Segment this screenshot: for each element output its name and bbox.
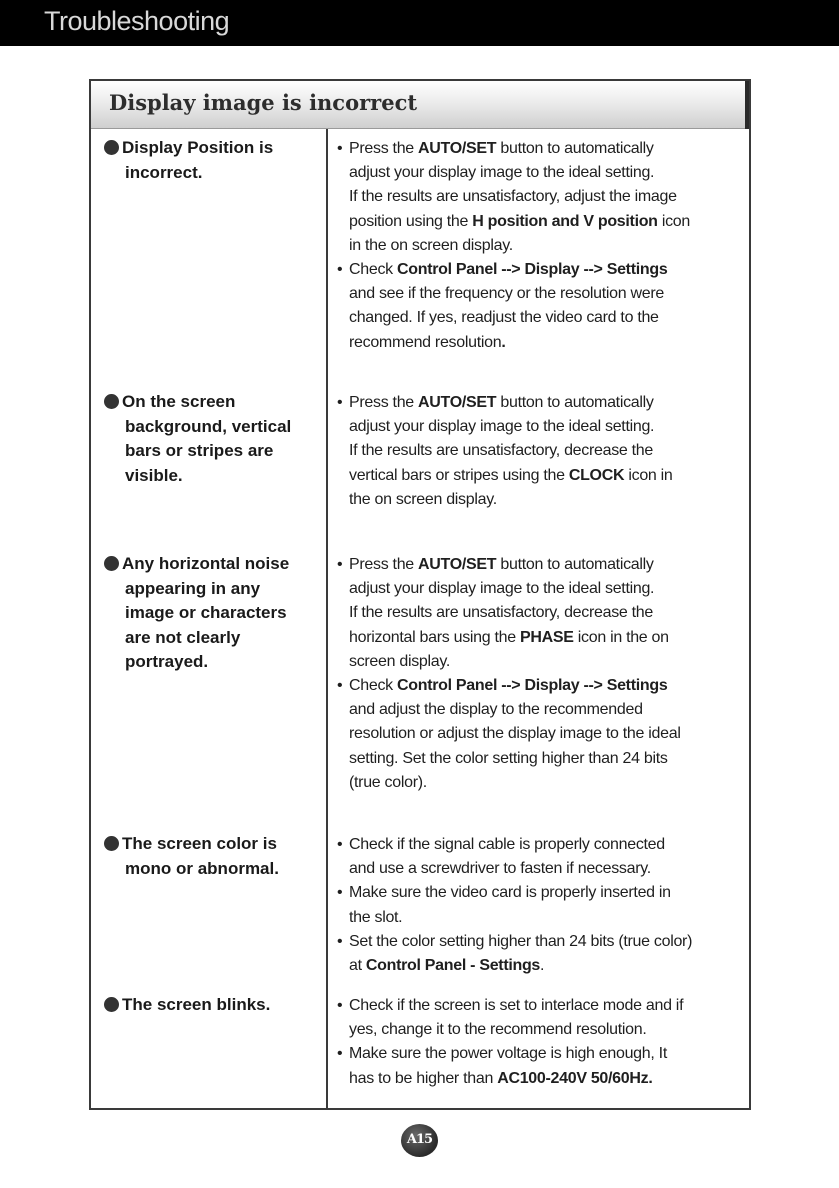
section-header — [91, 81, 749, 129]
solution-line — [349, 488, 737, 512]
emphasis-text: AUTO/SET — [418, 556, 497, 573]
solution-line — [349, 210, 737, 234]
solution-item — [337, 258, 737, 355]
solution-line — [349, 185, 737, 209]
solution-text: and use a screwdriver to fasten if necessary. — [349, 860, 651, 878]
solution-item — [337, 553, 737, 674]
emphasis-text: AUTO/SET — [418, 140, 497, 157]
solution-line — [349, 674, 737, 698]
bullet-icon: • — [337, 884, 343, 902]
solution-text: yes, change it to the recommend resolution. — [349, 1021, 647, 1039]
solution-line — [349, 282, 737, 306]
solution-line — [349, 747, 737, 771]
bullet-icon: • — [337, 140, 343, 157]
solution-line — [349, 881, 737, 905]
solution-item — [337, 930, 737, 978]
solution-text: resolution or adjust the display image to the ideal — [349, 725, 681, 743]
solution-text: If the results are unsatisfactory, decrease the — [349, 604, 653, 622]
problem-line: Any horizontal noise — [122, 554, 290, 573]
bullet-icon: • — [337, 932, 343, 950]
bullet-icon: • — [337, 261, 343, 279]
solution-line — [349, 391, 737, 415]
solution-line — [349, 771, 737, 795]
solution-item — [337, 833, 737, 881]
solution-text: icon — [657, 212, 690, 230]
emphasis-text: AUTO/SET — [418, 394, 497, 411]
solution-item — [337, 391, 737, 512]
solution-text: has to be higher than — [349, 1069, 498, 1087]
emphasis-text: Control Panel --> Display --> Settings — [397, 677, 668, 695]
bullet-icon: • — [337, 677, 343, 695]
problem-line: visible. — [125, 465, 183, 485]
solution-text: recommend resolution — [349, 333, 502, 351]
solution-list — [337, 391, 737, 512]
solution-text: button to automatically — [496, 140, 654, 157]
solution-line — [349, 553, 737, 577]
problem-text — [104, 832, 304, 881]
solution-line — [349, 464, 737, 488]
solution-line — [349, 1042, 737, 1066]
bullet-dot-icon — [104, 997, 119, 1012]
solution-text: Make sure the power voltage is high enough, It — [349, 1045, 667, 1063]
solution-list — [337, 833, 737, 978]
bullet-icon: • — [337, 1045, 343, 1063]
emphasis-text: CLOCK — [568, 466, 625, 484]
solution-line — [349, 930, 737, 954]
problem-text — [104, 552, 304, 675]
solution-line — [349, 331, 737, 355]
solution-text: horizontal bars using the — [349, 628, 520, 646]
solution-text: Check — [349, 677, 397, 695]
solution-text: icon in — [624, 466, 673, 484]
problem-line: are not clearly — [125, 627, 241, 647]
problem-text — [104, 993, 304, 1018]
bullet-icon: • — [337, 836, 343, 853]
solution-text: adjust your display image to the ideal setting. — [349, 164, 655, 182]
emphasis-text: Control Panel - Settings — [365, 957, 541, 975]
problem-line: Display Position is — [122, 138, 274, 157]
bullet-dot-icon — [104, 394, 119, 409]
solution-line — [349, 650, 737, 674]
page-header — [0, 0, 839, 46]
problem-line: mono or abnormal. — [125, 858, 279, 878]
solution-text: and adjust the display to the recommended — [349, 701, 643, 719]
solution-item — [337, 137, 737, 258]
bullet-icon: • — [337, 997, 343, 1014]
solution-item — [337, 674, 737, 795]
solution-list — [337, 553, 737, 795]
bullet-dot-icon — [104, 140, 119, 155]
solution-line — [349, 994, 737, 1018]
solution-text: Make sure the video card is properly inserted in — [349, 884, 671, 902]
page-number-badge — [401, 1124, 438, 1157]
solution-text: . — [540, 957, 545, 975]
solution-line — [349, 722, 737, 746]
solution-item — [337, 881, 737, 929]
solution-text: If the results are unsatisfactory, decrease the — [349, 442, 653, 460]
solution-text: Check if the signal cable is properly connected — [349, 836, 665, 853]
solution-text: position using the — [349, 212, 473, 230]
emphasis-text: . — [501, 333, 506, 351]
solution-text: Check — [349, 261, 397, 279]
solution-text: If the results are unsatisfactory, adjust the image — [349, 188, 677, 206]
solution-line — [349, 415, 737, 439]
solution-text: (true color). — [349, 773, 427, 791]
problem-line: image or characters — [125, 603, 287, 622]
solution-item — [337, 1042, 737, 1090]
emphasis-text: H position and V position — [472, 212, 658, 230]
solution-text: button to automatically — [496, 556, 654, 573]
page-number: A15 — [406, 1132, 433, 1147]
solution-line — [349, 1067, 737, 1091]
solution-line — [349, 258, 737, 282]
solution-line — [349, 833, 737, 857]
solution-text: Check if the screen is set to interlace mode and if — [349, 997, 684, 1014]
problem-line: bars or stripes are — [125, 441, 274, 460]
solution-text: Press the — [349, 556, 419, 573]
solution-text: at — [349, 957, 366, 975]
solution-line — [349, 626, 737, 650]
solution-line — [349, 1018, 737, 1042]
solution-text: screen display. — [349, 652, 451, 670]
solution-text: setting. Set the color setting higher than 24 bits — [349, 749, 668, 767]
solution-text: adjust your display image to the ideal setting. — [349, 418, 655, 436]
solution-line — [349, 306, 737, 330]
problem-text — [104, 390, 304, 488]
solution-line — [349, 234, 737, 258]
emphasis-text: Control Panel --> Display --> Settings — [397, 261, 668, 279]
emphasis-text: AC100-240V 50/60Hz. — [497, 1069, 653, 1087]
solution-line — [349, 161, 737, 185]
problem-label — [104, 552, 304, 675]
emphasis-text: PHASE — [519, 628, 574, 646]
solution-text: icon in the on — [573, 628, 669, 646]
solution-text: in the on screen display. — [349, 236, 513, 254]
problem-text — [104, 136, 304, 185]
solution-text: adjust your display image to the ideal setting. — [349, 580, 655, 598]
solution-text: and see if the frequency or the resolution were — [349, 285, 664, 303]
problem-line: On the screen — [122, 392, 236, 411]
problem-label — [104, 993, 304, 1018]
problem-line: The screen blinks. — [122, 995, 271, 1014]
bullet-dot-icon — [104, 836, 119, 851]
solution-list — [337, 994, 737, 1091]
solution-line — [349, 906, 737, 930]
header-title: Troubleshooting — [44, 6, 230, 36]
problem-line: portrayed. — [125, 652, 209, 671]
solution-line — [349, 954, 737, 978]
solution-text: changed. If yes, readjust the video card to the — [349, 309, 659, 327]
problem-label — [104, 390, 304, 488]
problem-line: incorrect. — [125, 162, 203, 182]
bullet-icon: • — [337, 556, 343, 573]
problem-line: The screen color is — [122, 834, 277, 853]
solution-item — [337, 994, 737, 1042]
column-divider — [326, 129, 328, 1108]
solution-line — [349, 439, 737, 463]
bullet-icon: • — [337, 394, 343, 411]
solution-list — [337, 137, 737, 355]
solution-text: the slot. — [349, 908, 403, 926]
solution-text: Set the color setting higher than 24 bits (true color) — [349, 932, 693, 950]
solution-text: Press the — [349, 140, 419, 157]
problem-line: background, vertical — [125, 416, 292, 436]
problem-label — [104, 832, 304, 881]
solution-text: button to automatically — [496, 394, 654, 411]
bullet-dot-icon — [104, 556, 119, 571]
solution-line — [349, 577, 737, 601]
solution-text: Press the — [349, 394, 419, 411]
section-title: Display image is incorrect — [109, 90, 418, 115]
problem-label — [104, 136, 304, 185]
solution-line — [349, 698, 737, 722]
solution-text: vertical bars or stripes using the — [349, 466, 569, 484]
solution-line — [349, 137, 737, 161]
solution-text: the on screen display. — [349, 490, 497, 508]
problem-line: appearing in any — [125, 578, 261, 598]
solution-line — [349, 601, 737, 625]
solution-line — [349, 857, 737, 881]
